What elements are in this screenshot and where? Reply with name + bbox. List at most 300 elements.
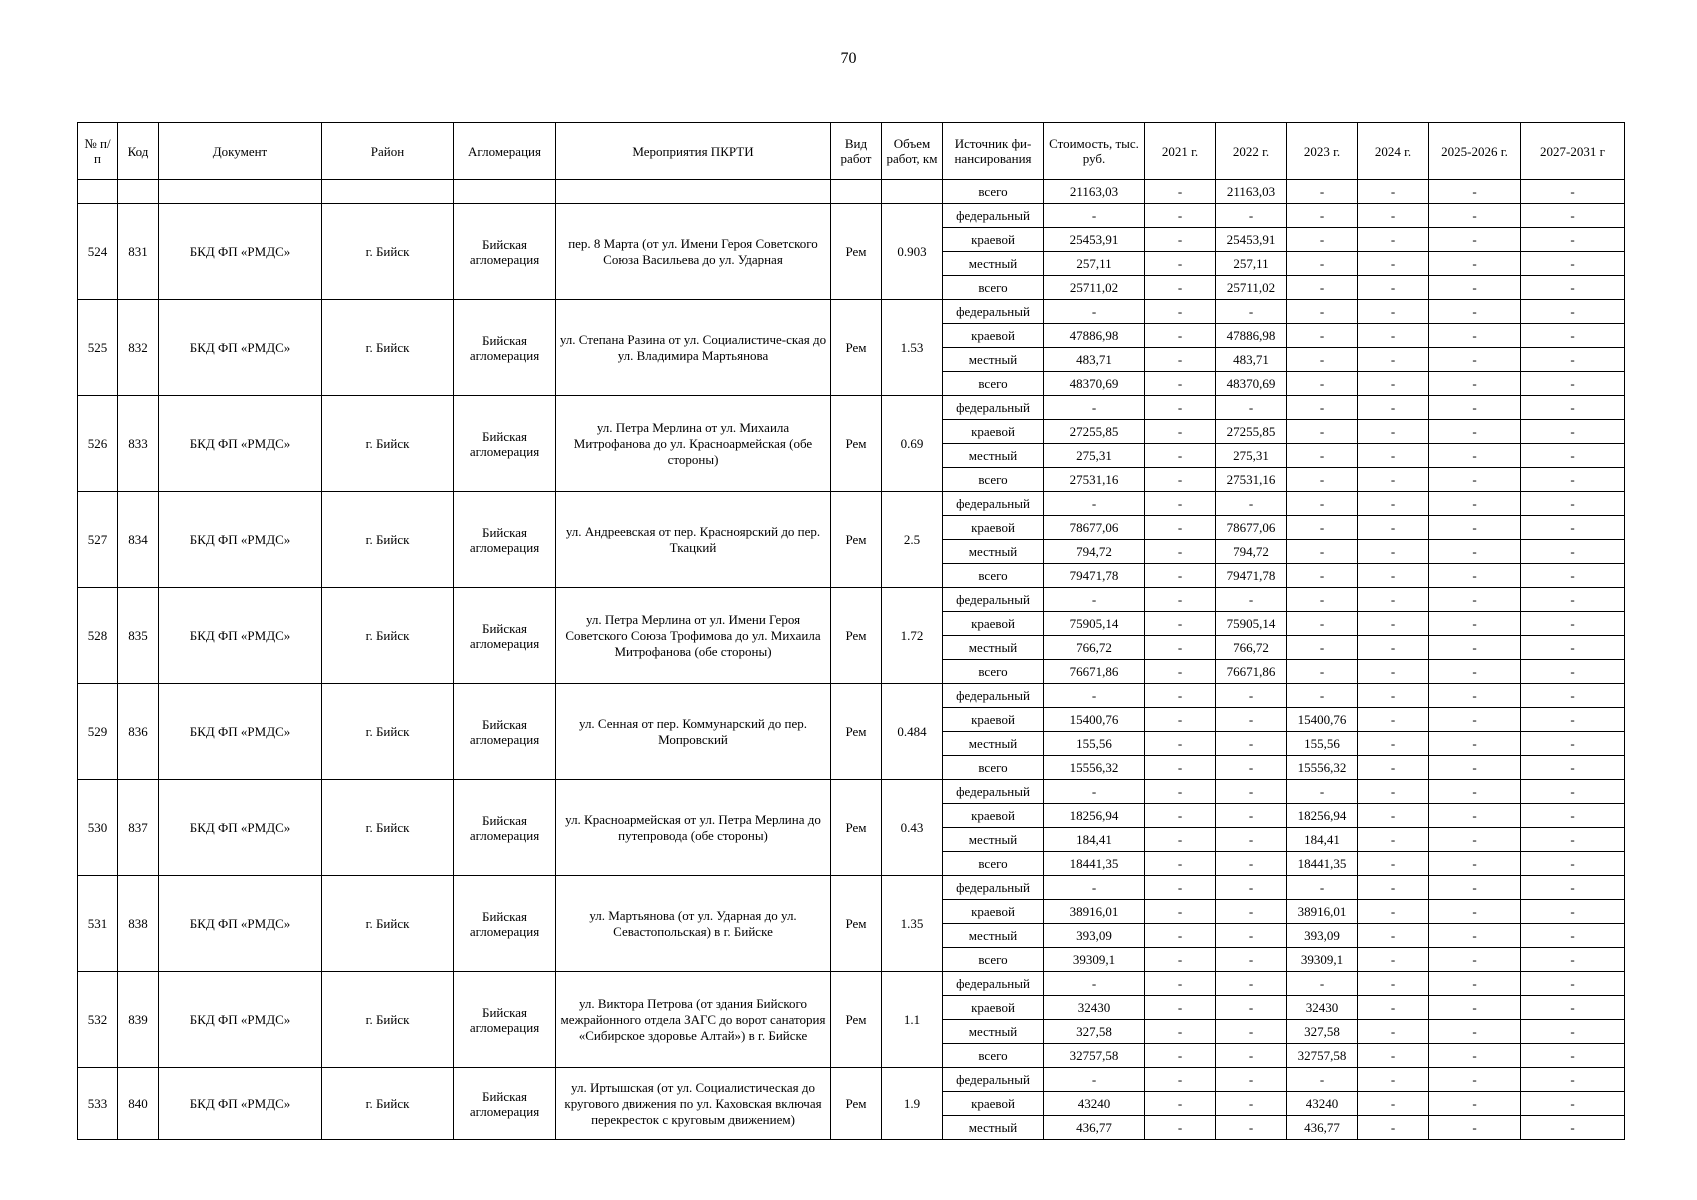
num-cell: 531 bbox=[78, 876, 118, 972]
work-type-cell: Рем bbox=[831, 492, 882, 588]
volume-cell: 1.72 bbox=[882, 588, 943, 684]
year-2024-cell: - bbox=[1358, 972, 1429, 996]
work-type-cell: Рем bbox=[831, 780, 882, 876]
num-cell: 532 bbox=[78, 972, 118, 1068]
header-cost: Стоимость, тыс. руб. bbox=[1044, 123, 1145, 180]
year-2023-cell: - bbox=[1287, 636, 1358, 660]
header-event: Мероприятия ПКРТИ bbox=[556, 123, 831, 180]
cost-cell: - bbox=[1044, 876, 1145, 900]
source-cell: местный bbox=[943, 1020, 1044, 1044]
year-2025-2026-cell: - bbox=[1429, 276, 1521, 300]
source-cell: федеральный bbox=[943, 396, 1044, 420]
year-2021-cell: - bbox=[1145, 1092, 1216, 1116]
year-2023-cell: - bbox=[1287, 420, 1358, 444]
event-cell: ул. Сенная от пер. Коммунарский до пер. Мопровский bbox=[556, 684, 831, 780]
year-2023-cell: - bbox=[1287, 564, 1358, 588]
volume-cell: 1.9 bbox=[882, 1068, 943, 1140]
source-cell: местный bbox=[943, 732, 1044, 756]
year-2023-cell: - bbox=[1287, 780, 1358, 804]
year-2024-cell: - bbox=[1358, 276, 1429, 300]
year-2025-2026-cell: - bbox=[1429, 924, 1521, 948]
year-2027-2031-cell: - bbox=[1521, 588, 1625, 612]
agglomeration-cell: Бийская агломерация bbox=[454, 780, 556, 876]
year-2027-2031-cell: - bbox=[1521, 948, 1625, 972]
year-2021-cell: - bbox=[1145, 660, 1216, 684]
year-2021-cell: - bbox=[1145, 684, 1216, 708]
year-2027-2031-cell: - bbox=[1521, 348, 1625, 372]
year-2022-cell: - bbox=[1216, 708, 1287, 732]
document-cell: БКД ФП «РМДС» bbox=[159, 684, 322, 780]
year-2023-cell: - bbox=[1287, 492, 1358, 516]
year-2021-cell: - bbox=[1145, 468, 1216, 492]
year-2025-2026-cell: - bbox=[1429, 972, 1521, 996]
year-2022-cell: 766,72 bbox=[1216, 636, 1287, 660]
header-year-2023: 2023 г. bbox=[1287, 123, 1358, 180]
year-2021-cell: - bbox=[1145, 324, 1216, 348]
agglomeration-cell: Бийская агломерация bbox=[454, 972, 556, 1068]
year-2021-cell: - bbox=[1145, 492, 1216, 516]
cost-cell: - bbox=[1044, 300, 1145, 324]
volume-cell: 1.1 bbox=[882, 972, 943, 1068]
year-2027-2031-cell: - bbox=[1521, 1020, 1625, 1044]
year-2027-2031-cell: - bbox=[1521, 180, 1625, 204]
source-cell: федеральный bbox=[943, 1068, 1044, 1092]
year-2024-cell: - bbox=[1358, 756, 1429, 780]
source-cell: краевой bbox=[943, 324, 1044, 348]
year-2021-cell: - bbox=[1145, 708, 1216, 732]
document-cell: БКД ФП «РМДС» bbox=[159, 396, 322, 492]
document-cell: БКД ФП «РМДС» bbox=[159, 204, 322, 300]
year-2023-cell: - bbox=[1287, 684, 1358, 708]
year-2023-cell: - bbox=[1287, 540, 1358, 564]
header-year-2027-2031: 2027-2031 г bbox=[1521, 123, 1625, 180]
event-cell: ул. Мартьянова (от ул. Ударная до ул. Севастопольская) в г. Бийске bbox=[556, 876, 831, 972]
empty-cell bbox=[556, 180, 831, 204]
year-2021-cell: - bbox=[1145, 516, 1216, 540]
cost-cell: 25453,91 bbox=[1044, 228, 1145, 252]
code-cell: 838 bbox=[118, 876, 159, 972]
year-2027-2031-cell: - bbox=[1521, 972, 1625, 996]
year-2025-2026-cell: - bbox=[1429, 684, 1521, 708]
year-2021-cell: - bbox=[1145, 804, 1216, 828]
work-type-cell: Рем bbox=[831, 1068, 882, 1140]
empty-cell bbox=[882, 180, 943, 204]
year-2022-cell: 794,72 bbox=[1216, 540, 1287, 564]
year-2024-cell: - bbox=[1358, 1116, 1429, 1140]
year-2022-cell: - bbox=[1216, 972, 1287, 996]
source-cell: федеральный bbox=[943, 300, 1044, 324]
year-2027-2031-cell: - bbox=[1521, 900, 1625, 924]
year-2023-cell: 38916,01 bbox=[1287, 900, 1358, 924]
year-2027-2031-cell: - bbox=[1521, 780, 1625, 804]
year-2025-2026-cell: - bbox=[1429, 948, 1521, 972]
year-2025-2026-cell: - bbox=[1429, 324, 1521, 348]
year-2024-cell: - bbox=[1358, 1020, 1429, 1044]
cost-cell: 32430 bbox=[1044, 996, 1145, 1020]
header-volume: Объем работ, км bbox=[882, 123, 943, 180]
volume-cell: 1.35 bbox=[882, 876, 943, 972]
year-2021-cell: - bbox=[1145, 636, 1216, 660]
year-2022-cell: 27531,16 bbox=[1216, 468, 1287, 492]
year-2025-2026-cell: - bbox=[1429, 804, 1521, 828]
year-2027-2031-cell: - bbox=[1521, 204, 1625, 228]
year-2021-cell: - bbox=[1145, 252, 1216, 276]
year-2027-2031-cell: - bbox=[1521, 252, 1625, 276]
year-2024-cell: - bbox=[1358, 516, 1429, 540]
year-2025-2026-cell: - bbox=[1429, 612, 1521, 636]
district-cell: г. Бийск bbox=[322, 396, 454, 492]
year-2024-cell: - bbox=[1358, 540, 1429, 564]
year-2027-2031-cell: - bbox=[1521, 396, 1625, 420]
volume-cell: 2.5 bbox=[882, 492, 943, 588]
year-2025-2026-cell: - bbox=[1429, 852, 1521, 876]
year-2022-cell: - bbox=[1216, 684, 1287, 708]
code-cell: 837 bbox=[118, 780, 159, 876]
cost-cell: 257,11 bbox=[1044, 252, 1145, 276]
year-2024-cell: - bbox=[1358, 300, 1429, 324]
year-2027-2031-cell: - bbox=[1521, 732, 1625, 756]
year-2027-2031-cell: - bbox=[1521, 1068, 1625, 1092]
num-cell: 533 bbox=[78, 1068, 118, 1140]
code-cell: 836 bbox=[118, 684, 159, 780]
year-2027-2031-cell: - bbox=[1521, 420, 1625, 444]
year-2025-2026-cell: - bbox=[1429, 300, 1521, 324]
source-cell: местный bbox=[943, 348, 1044, 372]
year-2025-2026-cell: - bbox=[1429, 732, 1521, 756]
year-2025-2026-cell: - bbox=[1429, 636, 1521, 660]
year-2023-cell: 32430 bbox=[1287, 996, 1358, 1020]
year-2025-2026-cell: - bbox=[1429, 780, 1521, 804]
source-cell: всего bbox=[943, 468, 1044, 492]
cost-cell: 184,41 bbox=[1044, 828, 1145, 852]
document-cell: БКД ФП «РМДС» bbox=[159, 972, 322, 1068]
volume-cell: 0.69 bbox=[882, 396, 943, 492]
year-2021-cell: - bbox=[1145, 876, 1216, 900]
year-2024-cell: - bbox=[1358, 876, 1429, 900]
year-2021-cell: - bbox=[1145, 420, 1216, 444]
empty-cell bbox=[118, 180, 159, 204]
year-2023-cell: 15556,32 bbox=[1287, 756, 1358, 780]
year-2023-cell: - bbox=[1287, 444, 1358, 468]
year-2025-2026-cell: - bbox=[1429, 996, 1521, 1020]
header-year-2024: 2024 г. bbox=[1358, 123, 1429, 180]
header-year-2025-2026: 2025-2026 г. bbox=[1429, 123, 1521, 180]
table-row bbox=[78, 1068, 1625, 1092]
year-2022-cell: - bbox=[1216, 300, 1287, 324]
cost-cell: - bbox=[1044, 492, 1145, 516]
source-cell: федеральный bbox=[943, 876, 1044, 900]
year-2027-2031-cell: - bbox=[1521, 1044, 1625, 1068]
year-2021-cell: - bbox=[1145, 396, 1216, 420]
year-2024-cell: - bbox=[1358, 420, 1429, 444]
work-type-cell: Рем bbox=[831, 684, 882, 780]
year-2025-2026-cell: - bbox=[1429, 828, 1521, 852]
source-cell: краевой bbox=[943, 516, 1044, 540]
cost-cell: 21163,03 bbox=[1044, 180, 1145, 204]
cost-cell: - bbox=[1044, 684, 1145, 708]
year-2025-2026-cell: - bbox=[1429, 396, 1521, 420]
year-2022-cell: - bbox=[1216, 828, 1287, 852]
cost-cell: 18441,35 bbox=[1044, 852, 1145, 876]
year-2021-cell: - bbox=[1145, 852, 1216, 876]
year-2025-2026-cell: - bbox=[1429, 900, 1521, 924]
year-2027-2031-cell: - bbox=[1521, 852, 1625, 876]
empty-cell bbox=[831, 180, 882, 204]
document-cell: БКД ФП «РМДС» bbox=[159, 492, 322, 588]
work-type-cell: Рем bbox=[831, 300, 882, 396]
year-2027-2031-cell: - bbox=[1521, 492, 1625, 516]
year-2024-cell: - bbox=[1358, 612, 1429, 636]
cost-cell: 436,77 bbox=[1044, 1116, 1145, 1140]
year-2024-cell: - bbox=[1358, 1092, 1429, 1116]
year-2021-cell: - bbox=[1145, 540, 1216, 564]
year-2021-cell: - bbox=[1145, 204, 1216, 228]
year-2027-2031-cell: - bbox=[1521, 444, 1625, 468]
year-2024-cell: - bbox=[1358, 708, 1429, 732]
year-2021-cell: - bbox=[1145, 732, 1216, 756]
year-2022-cell: - bbox=[1216, 852, 1287, 876]
district-cell: г. Бийск bbox=[322, 300, 454, 396]
work-type-cell: Рем bbox=[831, 588, 882, 684]
num-cell: 529 bbox=[78, 684, 118, 780]
year-2021-cell: - bbox=[1145, 900, 1216, 924]
table-row bbox=[78, 396, 1625, 420]
year-2021-cell: - bbox=[1145, 228, 1216, 252]
year-2025-2026-cell: - bbox=[1429, 444, 1521, 468]
year-2024-cell: - bbox=[1358, 228, 1429, 252]
header-agglomeration: Агломерация bbox=[454, 123, 556, 180]
source-cell: федеральный bbox=[943, 492, 1044, 516]
year-2025-2026-cell: - bbox=[1429, 180, 1521, 204]
year-2025-2026-cell: - bbox=[1429, 228, 1521, 252]
year-2022-cell: 47886,98 bbox=[1216, 324, 1287, 348]
year-2023-cell: 43240 bbox=[1287, 1092, 1358, 1116]
event-cell: ул. Петра Мерлина от ул. Имени Героя Советского Союза Трофимова до ул. Михаила Митрофанова (обе стороны) bbox=[556, 588, 831, 684]
work-type-cell: Рем bbox=[831, 876, 882, 972]
year-2021-cell: - bbox=[1145, 756, 1216, 780]
source-cell: всего bbox=[943, 372, 1044, 396]
year-2022-cell: 76671,86 bbox=[1216, 660, 1287, 684]
year-2025-2026-cell: - bbox=[1429, 540, 1521, 564]
code-cell: 834 bbox=[118, 492, 159, 588]
year-2021-cell: - bbox=[1145, 444, 1216, 468]
year-2022-cell: - bbox=[1216, 924, 1287, 948]
year-2024-cell: - bbox=[1358, 804, 1429, 828]
year-2024-cell: - bbox=[1358, 828, 1429, 852]
source-cell: всего bbox=[943, 756, 1044, 780]
agglomeration-cell: Бийская агломерация bbox=[454, 588, 556, 684]
page-number: 70 bbox=[840, 50, 857, 67]
year-2021-cell: - bbox=[1145, 588, 1216, 612]
source-cell: местный bbox=[943, 1116, 1044, 1140]
cost-cell: 75905,14 bbox=[1044, 612, 1145, 636]
document-cell: БКД ФП «РМДС» bbox=[159, 588, 322, 684]
cost-cell: 483,71 bbox=[1044, 348, 1145, 372]
code-cell: 831 bbox=[118, 204, 159, 300]
cost-cell: 48370,69 bbox=[1044, 372, 1145, 396]
year-2027-2031-cell: - bbox=[1521, 660, 1625, 684]
year-2022-cell: 78677,06 bbox=[1216, 516, 1287, 540]
header-year-2022: 2022 г. bbox=[1216, 123, 1287, 180]
source-cell: местный bbox=[943, 828, 1044, 852]
year-2023-cell: - bbox=[1287, 876, 1358, 900]
num-cell: 527 bbox=[78, 492, 118, 588]
year-2027-2031-cell: - bbox=[1521, 804, 1625, 828]
header-work-type: Вид работ bbox=[831, 123, 882, 180]
year-2024-cell: - bbox=[1358, 684, 1429, 708]
year-2027-2031-cell: - bbox=[1521, 468, 1625, 492]
year-2027-2031-cell: - bbox=[1521, 516, 1625, 540]
cost-cell: - bbox=[1044, 204, 1145, 228]
source-cell: краевой bbox=[943, 612, 1044, 636]
agglomeration-cell: Бийская агломерация bbox=[454, 876, 556, 972]
year-2023-cell: 18256,94 bbox=[1287, 804, 1358, 828]
year-2021-cell: - bbox=[1145, 372, 1216, 396]
year-2023-cell: 184,41 bbox=[1287, 828, 1358, 852]
year-2021-cell: - bbox=[1145, 1044, 1216, 1068]
source-cell: федеральный bbox=[943, 780, 1044, 804]
year-2023-cell: - bbox=[1287, 396, 1358, 420]
district-cell: г. Бийск bbox=[322, 972, 454, 1068]
source-cell: всего bbox=[943, 1044, 1044, 1068]
year-2024-cell: - bbox=[1358, 324, 1429, 348]
year-2022-cell: 483,71 bbox=[1216, 348, 1287, 372]
header-document: Документ bbox=[159, 123, 322, 180]
source-cell: всего bbox=[943, 852, 1044, 876]
empty-cell bbox=[78, 180, 118, 204]
year-2023-cell: - bbox=[1287, 228, 1358, 252]
agglomeration-cell: Бийская агломерация bbox=[454, 300, 556, 396]
year-2022-cell: 25453,91 bbox=[1216, 228, 1287, 252]
year-2021-cell: - bbox=[1145, 924, 1216, 948]
cost-cell: 43240 bbox=[1044, 1092, 1145, 1116]
year-2022-cell: - bbox=[1216, 396, 1287, 420]
event-cell: ул. Степана Разина от ул. Социалистиче-ская до ул. Владимира Мартьянова bbox=[556, 300, 831, 396]
num-cell: 530 bbox=[78, 780, 118, 876]
cost-cell: 393,09 bbox=[1044, 924, 1145, 948]
year-2021-cell: - bbox=[1145, 1068, 1216, 1092]
cost-cell: 18256,94 bbox=[1044, 804, 1145, 828]
year-2021-cell: - bbox=[1145, 612, 1216, 636]
year-2023-cell: 436,77 bbox=[1287, 1116, 1358, 1140]
year-2021-cell: - bbox=[1145, 972, 1216, 996]
year-2022-cell: - bbox=[1216, 732, 1287, 756]
year-2024-cell: - bbox=[1358, 996, 1429, 1020]
year-2025-2026-cell: - bbox=[1429, 756, 1521, 780]
year-2022-cell: 275,31 bbox=[1216, 444, 1287, 468]
num-cell: 526 bbox=[78, 396, 118, 492]
code-cell: 840 bbox=[118, 1068, 159, 1140]
cost-cell: 327,58 bbox=[1044, 1020, 1145, 1044]
cost-cell: 25711,02 bbox=[1044, 276, 1145, 300]
year-2027-2031-cell: - bbox=[1521, 828, 1625, 852]
code-cell: 832 bbox=[118, 300, 159, 396]
header-district: Район bbox=[322, 123, 454, 180]
year-2024-cell: - bbox=[1358, 588, 1429, 612]
year-2025-2026-cell: - bbox=[1429, 660, 1521, 684]
year-2022-cell: 27255,85 bbox=[1216, 420, 1287, 444]
table-row bbox=[78, 300, 1625, 324]
year-2021-cell: - bbox=[1145, 1020, 1216, 1044]
year-2025-2026-cell: - bbox=[1429, 588, 1521, 612]
year-2022-cell: - bbox=[1216, 1092, 1287, 1116]
year-2025-2026-cell: - bbox=[1429, 876, 1521, 900]
agglomeration-cell: Бийская агломерация bbox=[454, 1068, 556, 1140]
cost-cell: 79471,78 bbox=[1044, 564, 1145, 588]
year-2027-2031-cell: - bbox=[1521, 636, 1625, 660]
year-2025-2026-cell: - bbox=[1429, 1044, 1521, 1068]
document-cell: БКД ФП «РМДС» bbox=[159, 300, 322, 396]
district-cell: г. Бийск bbox=[322, 876, 454, 972]
event-cell: ул. Андреевская от пер. Красноярский до пер. Ткацкий bbox=[556, 492, 831, 588]
header-funding-source: Источник фи-нансирования bbox=[943, 123, 1044, 180]
year-2027-2031-cell: - bbox=[1521, 996, 1625, 1020]
source-cell: федеральный bbox=[943, 204, 1044, 228]
year-2023-cell: - bbox=[1287, 660, 1358, 684]
year-2021-cell: - bbox=[1145, 564, 1216, 588]
year-2022-cell: - bbox=[1216, 1116, 1287, 1140]
year-2023-cell: 15400,76 bbox=[1287, 708, 1358, 732]
cost-cell: - bbox=[1044, 780, 1145, 804]
header-num: № п/п bbox=[78, 123, 118, 180]
code-cell: 833 bbox=[118, 396, 159, 492]
year-2027-2031-cell: - bbox=[1521, 876, 1625, 900]
year-2023-cell: - bbox=[1287, 516, 1358, 540]
year-2022-cell: 79471,78 bbox=[1216, 564, 1287, 588]
year-2027-2031-cell: - bbox=[1521, 612, 1625, 636]
cost-cell: - bbox=[1044, 396, 1145, 420]
document-cell: БКД ФП «РМДС» bbox=[159, 1068, 322, 1140]
year-2022-cell: - bbox=[1216, 756, 1287, 780]
table-row bbox=[78, 684, 1625, 708]
year-2022-cell: - bbox=[1216, 996, 1287, 1020]
year-2027-2031-cell: - bbox=[1521, 300, 1625, 324]
table-row bbox=[78, 876, 1625, 900]
header-year-2021: 2021 г. bbox=[1145, 123, 1216, 180]
year-2024-cell: - bbox=[1358, 732, 1429, 756]
table-row bbox=[78, 588, 1625, 612]
year-2022-cell: 257,11 bbox=[1216, 252, 1287, 276]
year-2022-cell: - bbox=[1216, 804, 1287, 828]
year-2024-cell: - bbox=[1358, 372, 1429, 396]
year-2025-2026-cell: - bbox=[1429, 1020, 1521, 1044]
year-2022-cell: - bbox=[1216, 780, 1287, 804]
year-2024-cell: - bbox=[1358, 1068, 1429, 1092]
year-2025-2026-cell: - bbox=[1429, 1092, 1521, 1116]
year-2025-2026-cell: - bbox=[1429, 516, 1521, 540]
year-2023-cell: 327,58 bbox=[1287, 1020, 1358, 1044]
cost-cell: 32757,58 bbox=[1044, 1044, 1145, 1068]
year-2023-cell: - bbox=[1287, 348, 1358, 372]
year-2021-cell: - bbox=[1145, 996, 1216, 1020]
header-row bbox=[78, 123, 1625, 180]
source-cell: федеральный bbox=[943, 972, 1044, 996]
cost-cell: 39309,1 bbox=[1044, 948, 1145, 972]
source-cell: всего bbox=[943, 660, 1044, 684]
year-2024-cell: - bbox=[1358, 780, 1429, 804]
agglomeration-cell: Бийская агломерация bbox=[454, 204, 556, 300]
cost-cell: 27531,16 bbox=[1044, 468, 1145, 492]
year-2021-cell: - bbox=[1145, 180, 1216, 204]
year-2021-cell: - bbox=[1145, 828, 1216, 852]
event-cell: ул. Иртышская (от ул. Социалистическая до кругового движения по ул. Каховская включая перекресток с круговым движением) bbox=[556, 1068, 831, 1140]
year-2022-cell: - bbox=[1216, 204, 1287, 228]
year-2023-cell: - bbox=[1287, 372, 1358, 396]
year-2023-cell: 155,56 bbox=[1287, 732, 1358, 756]
cost-cell: 27255,85 bbox=[1044, 420, 1145, 444]
year-2025-2026-cell: - bbox=[1429, 1068, 1521, 1092]
year-2025-2026-cell: - bbox=[1429, 348, 1521, 372]
